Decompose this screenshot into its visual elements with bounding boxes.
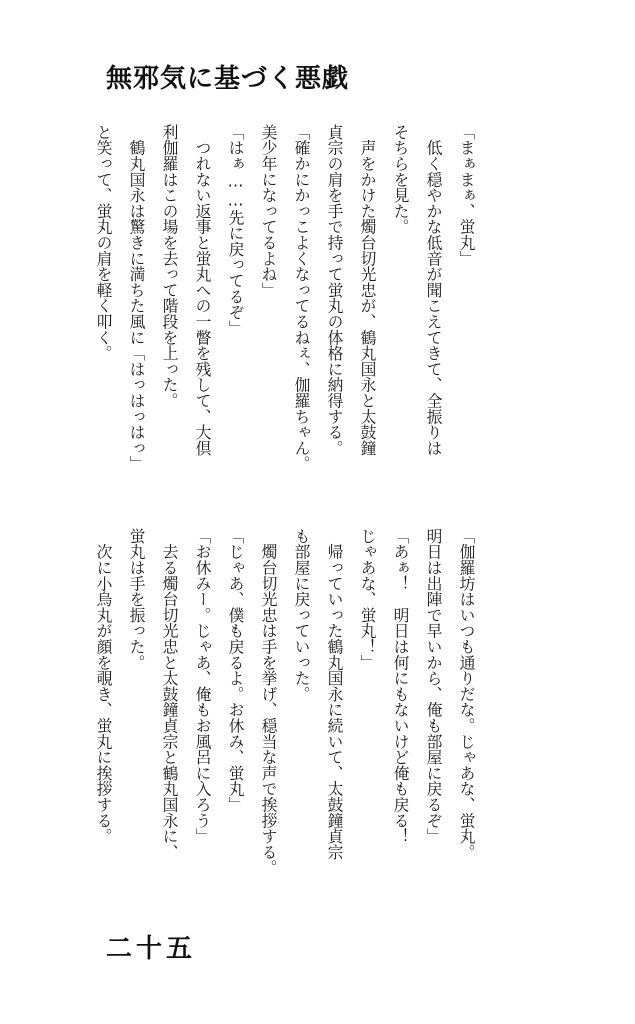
text-line: 声をかけた燭台切光忠が、鶴丸国永と太鼓鐘 [358, 124, 377, 456]
chapter-title: 無邪気に基づく悪戯 [106, 64, 350, 94]
text-line: 明日は出陣で早いから、俺も部屋に戻るぞ」 [424, 528, 443, 844]
text-line: 「まぁまぁ、蛍丸」 [457, 124, 476, 267]
text-line: 蛍丸は手を振った。 [127, 528, 146, 671]
text-line: そちらを見た。 [391, 124, 410, 235]
text-line: も部屋に戻っていった。 [292, 528, 311, 702]
text-line: 鶴丸国永は驚きに満ちた風に「はっはっはっ」 [127, 124, 146, 472]
text-line: つれない返事と蛍丸への一瞥を残して、大倶 [193, 124, 212, 456]
text-line: 「伽羅坊はいつも通りだな。じゃあな、蛍丸。 [457, 528, 476, 860]
text-line: 「お休みー。じゃあ、俺もお風呂に入ろう」 [193, 528, 212, 844]
text-line: 貞宗の肩を手で持って蛍丸の体格に納得する。 [325, 124, 344, 456]
text-line: 燭台切光忠は手を挙げ、穏当な声で挨拶する。 [259, 528, 278, 876]
page-number: 二十五 [106, 934, 197, 964]
text-line: 帰っていった鶴丸国永に続いて、太鼓鐘貞宗 [325, 528, 344, 860]
lower-text-block [87, 528, 483, 908]
text-line: 次に小烏丸が顔を覗き、蛍丸に挨拶する。 [94, 528, 113, 844]
upper-text-block [87, 124, 483, 504]
text-line: 「じゃあ、僕も戻るよ。お休み、蛍丸」 [226, 528, 245, 813]
text-line: 「あぁ！ 明日は何にもないけど俺も戻る！ [391, 528, 410, 844]
text-line: 去る燭台切光忠と太鼓鐘貞宗と鶴丸国永に、 [160, 528, 179, 860]
text-line: 低く穏やかな低音が聞こえてきて、全振りは [424, 124, 443, 456]
text-line: じゃあな、蛍丸！」 [358, 528, 377, 671]
text-line: 「はぁ……先に戻ってるぞ」 [226, 124, 245, 336]
text-line: 美少年になってるよね」 [259, 124, 278, 298]
text-line: 利伽羅はこの場を去って階段を上った。 [160, 124, 179, 409]
text-line: 「確かにかっこよくなってるねぇ、伽羅ちゃん。 [292, 124, 311, 472]
text-line: と笑って、蛍丸の肩を軽く叩く。 [94, 124, 113, 361]
